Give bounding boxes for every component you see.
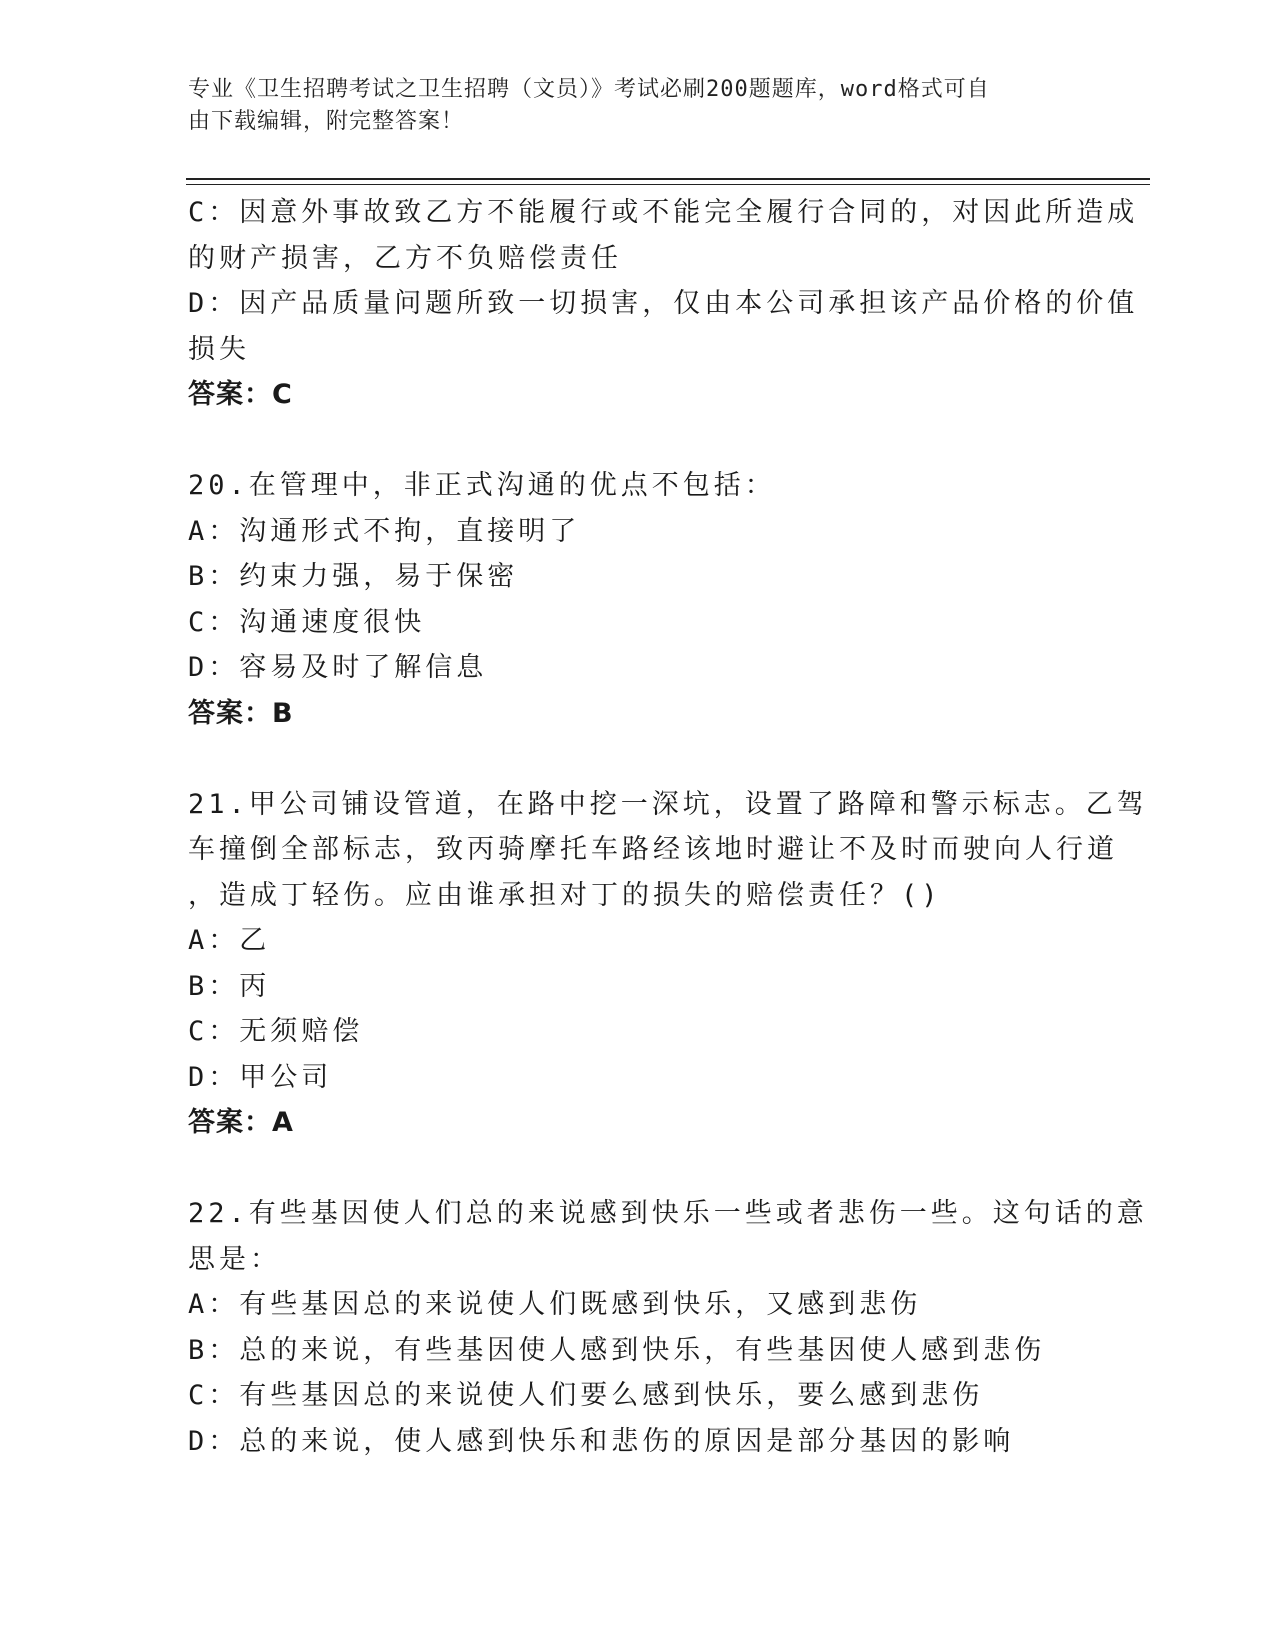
spacer (188, 418, 1088, 464)
document-header (188, 74, 1068, 138)
option-d: D：总的来说，使人感到快乐和悲伤的原因是部分基因的影响 (188, 1425, 1015, 1457)
option-c: C：沟通速度很快 (188, 606, 426, 638)
option-d: D：容易及时了解信息 (188, 652, 488, 683)
header-rule-thin (186, 184, 1150, 185)
question-22 (188, 1191, 1148, 1464)
option-d-line-1: D：因产品质量问题所致一切损害，仅由本公司承担该产品价格的价值 (188, 288, 1139, 319)
answer-line: 答案：B (188, 697, 294, 729)
header-rule-thick (186, 178, 1150, 180)
option-c: C：有些基因总的来说使人们要么感到快乐，要么感到悲伤 (188, 1380, 984, 1411)
spacer (188, 736, 1088, 782)
option-c-line-2: 的财产损害，乙方不负赔偿责任 (188, 242, 622, 274)
document-body (188, 190, 1148, 1464)
question-stem-line-2: 思是： (188, 1243, 281, 1275)
option-a: A：沟通形式不拘，直接明了 (188, 515, 581, 547)
option-a: A：有些基因总的来说使人们既感到快乐，又感到悲伤 (188, 1289, 922, 1320)
answer-line: 答案：C (188, 379, 293, 410)
spacer (188, 1146, 1088, 1192)
question-20 (188, 463, 1088, 736)
question-stem-line-1: 21.甲公司铺设管道，在路中挖一深坑，设置了路障和警示标志。乙驾 (188, 788, 1148, 820)
option-b: B：丙 (188, 970, 271, 1002)
option-c: C：无须赔偿 (188, 1016, 364, 1047)
question-stem-line-3: ，造成丁轻伤。应由谁承担对丁的损失的赔偿责任？() (188, 879, 942, 911)
option-a: A：乙 (188, 925, 271, 956)
header-line-2: 由下载编辑，附完整答案！ (188, 109, 465, 134)
option-b: B：总的来说，有些基因使人感到快乐，有些基因使人感到悲伤 (188, 1334, 1046, 1366)
option-c-line-1: C：因意外事故致乙方不能履行或不能完全履行合同的，对因此所造成 (188, 197, 1139, 228)
question-stem-line-2: 车撞倒全部标志，致丙骑摩托车路经该地时避让不及时而驶向人行道 (188, 834, 1118, 865)
question-stem: 20.在管理中，非正式沟通的优点不包括： (188, 470, 776, 501)
question-stem-line-1: 22.有些基因使人们总的来说感到快乐一些或者悲伤一些。这句话的意 (188, 1198, 1148, 1229)
option-d: D：甲公司 (188, 1061, 333, 1093)
option-b: B：约束力强，易于保密 (188, 561, 519, 592)
question-21 (188, 782, 1148, 1146)
header-line-1: 专业《卫生招聘考试之卫生招聘（文员）》考试必刷200题题库，word格式可自 (188, 77, 990, 102)
previous-question-tail (188, 190, 1139, 418)
answer-line: 答案：A (188, 1107, 294, 1138)
option-d-line-2: 损失 (188, 333, 250, 365)
